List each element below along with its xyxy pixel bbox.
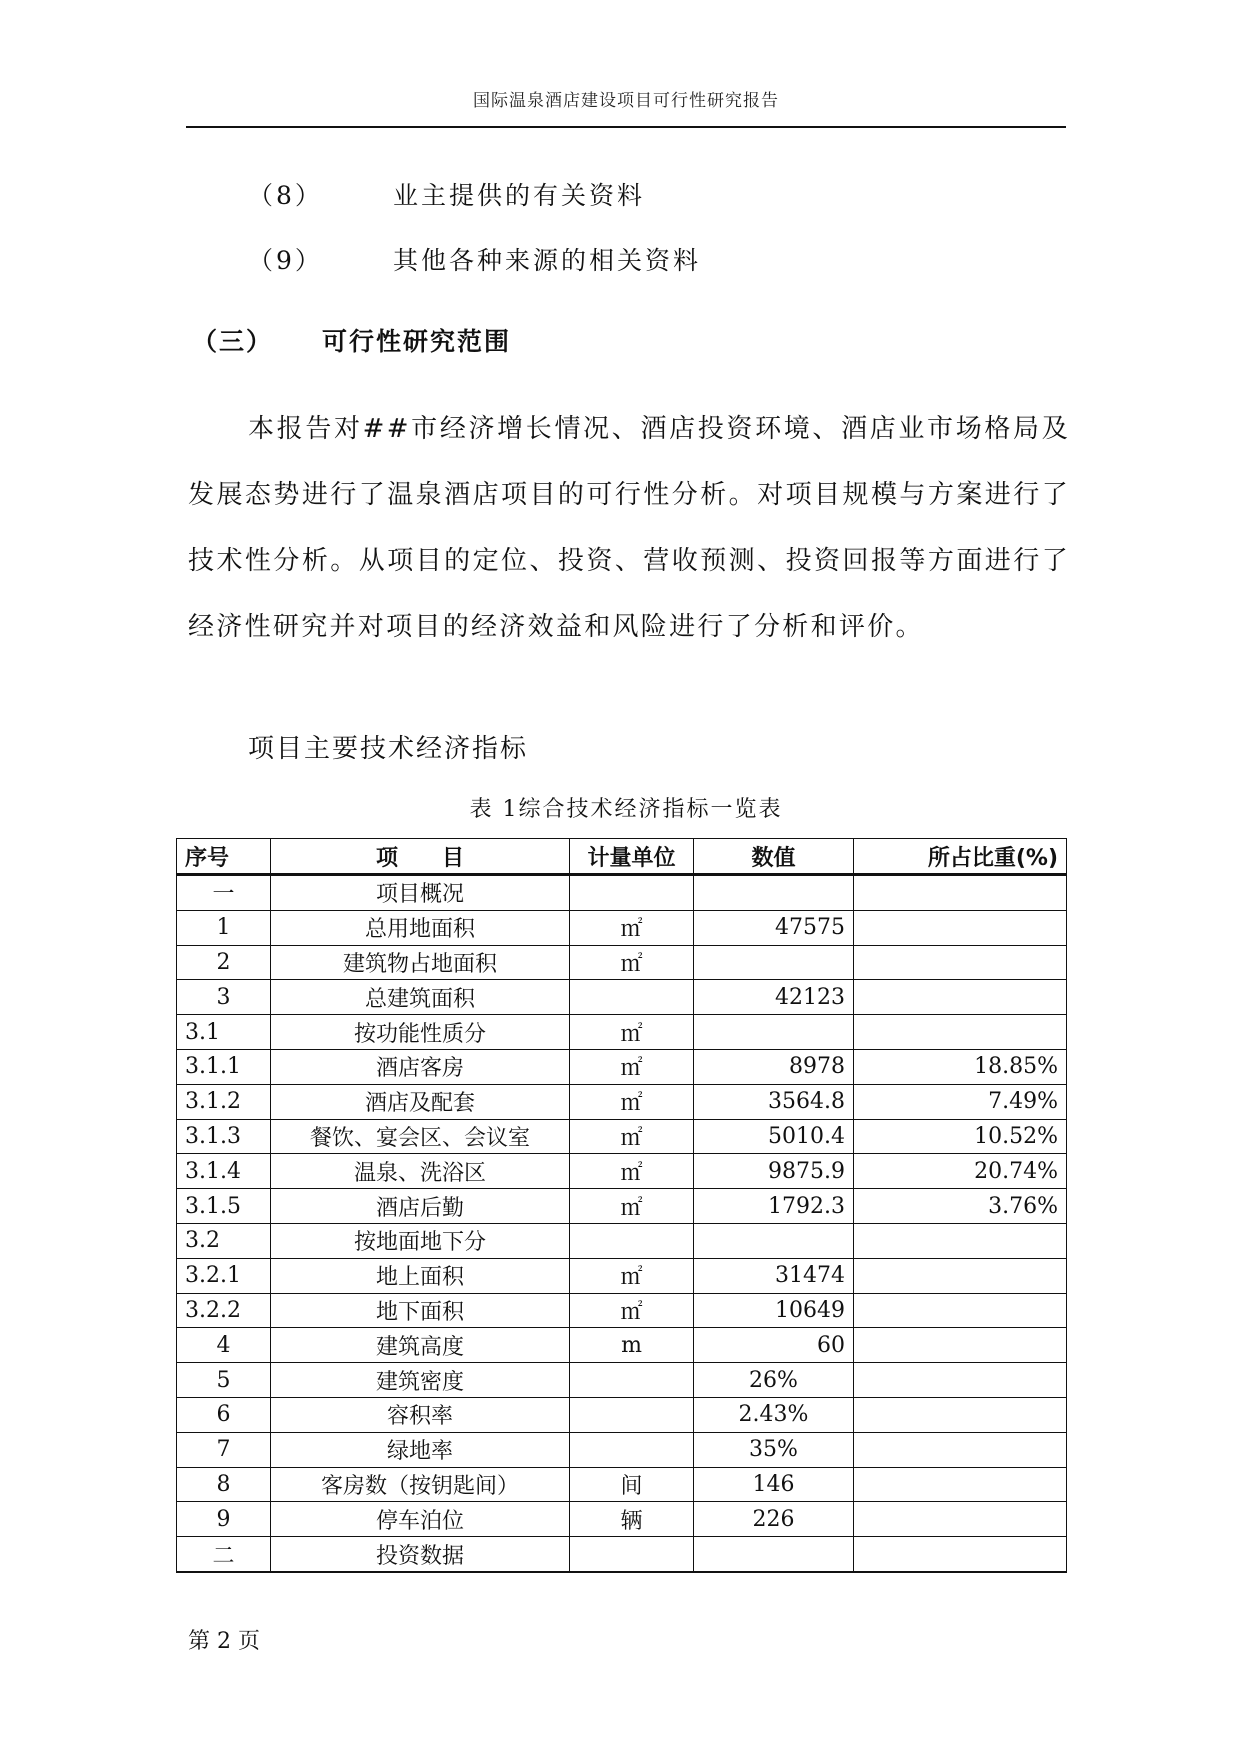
cell-unit: 间: [570, 1467, 694, 1502]
cell-item: 投资数据: [271, 1537, 570, 1572]
cell-ratio: [854, 875, 1067, 911]
cell-index: 8: [177, 1467, 271, 1502]
cell-item: 停车泊位: [271, 1502, 570, 1537]
cell-index: 6: [177, 1397, 271, 1432]
cell-value: 8978: [694, 1049, 854, 1084]
list-item-text: 其他各种来源的相关资料: [393, 246, 702, 275]
cell-value: 1792.3: [694, 1189, 854, 1224]
table-row: [177, 1397, 1067, 1432]
cell-unit: ㎡: [570, 1049, 694, 1084]
table-row: [177, 1432, 1067, 1467]
cell-item: 地上面积: [271, 1258, 570, 1293]
list-item-text: 业主提供的有关资料: [393, 181, 646, 210]
cell-ratio: [854, 1223, 1067, 1258]
table-row: [177, 1223, 1067, 1258]
cell-unit: ㎡: [570, 1015, 694, 1050]
column-header-item: 项 目: [271, 839, 570, 875]
cell-item: 项目概况: [271, 875, 570, 911]
table-row: [177, 1049, 1067, 1084]
cell-ratio: [854, 1363, 1067, 1398]
cell-unit: [570, 1223, 694, 1258]
table-row: [177, 1189, 1067, 1224]
cell-index: 2: [177, 945, 271, 980]
section-title: 可行性研究范围: [322, 327, 512, 356]
page-number: 第 2 页: [188, 1629, 260, 1654]
list-item: [248, 241, 701, 277]
cell-unit: [570, 1537, 694, 1572]
cell-unit: ㎡: [570, 945, 694, 980]
cell-ratio: [854, 1397, 1067, 1432]
cell-unit: [570, 980, 694, 1015]
section-number: （三）: [192, 327, 274, 356]
cell-unit: 辆: [570, 1502, 694, 1537]
table-row: [177, 1084, 1067, 1119]
cell-item: 温泉、洗浴区: [271, 1154, 570, 1189]
cell-item: 总建筑面积: [271, 980, 570, 1015]
cell-item: 酒店及配套: [271, 1084, 570, 1119]
table-row: [177, 1363, 1067, 1398]
table-row: [177, 1328, 1067, 1363]
cell-unit: [570, 1432, 694, 1467]
column-header-value: 数值: [694, 839, 854, 875]
cell-item: 建筑密度: [271, 1363, 570, 1398]
table-row: [177, 1537, 1067, 1572]
cell-item: 酒店后勤: [271, 1189, 570, 1224]
cell-item: 建筑高度: [271, 1328, 570, 1363]
cell-value: [694, 945, 854, 980]
cell-ratio: 10.52%: [854, 1119, 1067, 1154]
cell-ratio: [854, 1432, 1067, 1467]
cell-unit: ㎡: [570, 1293, 694, 1328]
table-header-row: [177, 839, 1067, 875]
table-row: [177, 1502, 1067, 1537]
cell-item: 总用地面积: [271, 910, 570, 945]
cell-value: 9875.9: [694, 1154, 854, 1189]
table-body: [177, 875, 1067, 1572]
indicator-table: [176, 838, 1067, 1573]
cell-item: 绿地率: [271, 1432, 570, 1467]
cell-index: 二: [177, 1537, 271, 1572]
cell-item: 餐饮、宴会区、会议室: [271, 1119, 570, 1154]
cell-unit: ㎡: [570, 1258, 694, 1293]
cell-unit: [570, 1363, 694, 1398]
table-row: [177, 910, 1067, 945]
cell-value: 2.43%: [694, 1397, 854, 1432]
cell-unit: ㎡: [570, 1119, 694, 1154]
list-item-number: （9）: [248, 246, 323, 275]
cell-item: 酒店客房: [271, 1049, 570, 1084]
cell-ratio: 20.74%: [854, 1154, 1067, 1189]
cell-item: 容积率: [271, 1397, 570, 1432]
cell-index: 9: [177, 1502, 271, 1537]
cell-value: 3564.8: [694, 1084, 854, 1119]
cell-index: 4: [177, 1328, 271, 1363]
cell-index: 3.1.3: [177, 1119, 271, 1154]
cell-index: 一: [177, 875, 271, 911]
cell-ratio: [854, 1537, 1067, 1572]
cell-index: 3.1.5: [177, 1189, 271, 1224]
cell-unit: ㎡: [570, 1189, 694, 1224]
running-header: 国际温泉酒店建设项目可行性研究报告: [473, 91, 779, 111]
table-row: [177, 1119, 1067, 1154]
cell-ratio: 3.76%: [854, 1189, 1067, 1224]
table-caption: 表 1综合技术经济指标一览表: [469, 797, 783, 822]
column-header-index: 序号: [177, 839, 271, 875]
column-header-ratio: 所占比重(%): [854, 839, 1067, 875]
cell-index: 3.1.4: [177, 1154, 271, 1189]
cell-ratio: 7.49%: [854, 1084, 1067, 1119]
cell-ratio: [854, 1015, 1067, 1050]
cell-unit: ㎡: [570, 910, 694, 945]
body-paragraph: 本报告对##市经济增长情况、酒店投资环境、酒店业市场格局及发展态势进行了温泉酒店项目的可行性分析。对项目规模与方案进行了技术性分析。从项目的定位、投资、营收预测、投资回报等方面进行了经济性研究并对项目的经济效益和风险进行了分析和评价。: [188, 414, 1070, 642]
table-row: [177, 1293, 1067, 1328]
cell-value: 35%: [694, 1432, 854, 1467]
cell-ratio: [854, 1467, 1067, 1502]
cell-value: [694, 875, 854, 911]
subheading: 项目主要技术经济指标: [248, 734, 529, 764]
cell-value: 42123: [694, 980, 854, 1015]
cell-item: 建筑物占地面积: [271, 945, 570, 980]
cell-ratio: [854, 945, 1067, 980]
cell-ratio: [854, 1502, 1067, 1537]
cell-item: 按地面地下分: [271, 1223, 570, 1258]
cell-value: 10649: [694, 1293, 854, 1328]
cell-unit: ㎡: [570, 1084, 694, 1119]
table-row: [177, 1015, 1067, 1050]
cell-index: 3.1.1: [177, 1049, 271, 1084]
cell-unit: m: [570, 1328, 694, 1363]
table-row: [177, 1467, 1067, 1502]
cell-ratio: [854, 980, 1067, 1015]
cell-item: 地下面积: [271, 1293, 570, 1328]
table-row: [177, 980, 1067, 1015]
cell-item: 按功能性质分: [271, 1015, 570, 1050]
list-item: [248, 176, 645, 212]
cell-index: 3.2: [177, 1223, 271, 1258]
cell-value: [694, 1223, 854, 1258]
table-row: [177, 1154, 1067, 1189]
column-header-unit: 计量单位: [570, 839, 694, 875]
header-rule: [186, 126, 1066, 128]
section-heading: [192, 322, 511, 358]
cell-index: 3.2.1: [177, 1258, 271, 1293]
cell-item: 客房数（按钥匙间）: [271, 1467, 570, 1502]
cell-index: 3: [177, 980, 271, 1015]
cell-ratio: 18.85%: [854, 1049, 1067, 1084]
cell-unit: [570, 1397, 694, 1432]
table-row: [177, 1258, 1067, 1293]
cell-index: 1: [177, 910, 271, 945]
cell-value: 31474: [694, 1258, 854, 1293]
cell-ratio: [854, 1258, 1067, 1293]
cell-value: [694, 1015, 854, 1050]
cell-value: 60: [694, 1328, 854, 1363]
cell-index: 3.1.2: [177, 1084, 271, 1119]
cell-value: [694, 1537, 854, 1572]
cell-index: 3.1: [177, 1015, 271, 1050]
cell-unit: [570, 875, 694, 911]
table-row: [177, 945, 1067, 980]
cell-index: 3.2.2: [177, 1293, 271, 1328]
list-item-number: （8）: [248, 181, 323, 210]
cell-value: 226: [694, 1502, 854, 1537]
cell-ratio: [854, 1293, 1067, 1328]
cell-ratio: [854, 910, 1067, 945]
cell-value: 5010.4: [694, 1119, 854, 1154]
cell-value: 47575: [694, 910, 854, 945]
cell-index: 5: [177, 1363, 271, 1398]
cell-index: 7: [177, 1432, 271, 1467]
cell-unit: ㎡: [570, 1154, 694, 1189]
cell-value: 26%: [694, 1363, 854, 1398]
table-row: [177, 875, 1067, 911]
cell-ratio: [854, 1328, 1067, 1363]
cell-value: 146: [694, 1467, 854, 1502]
